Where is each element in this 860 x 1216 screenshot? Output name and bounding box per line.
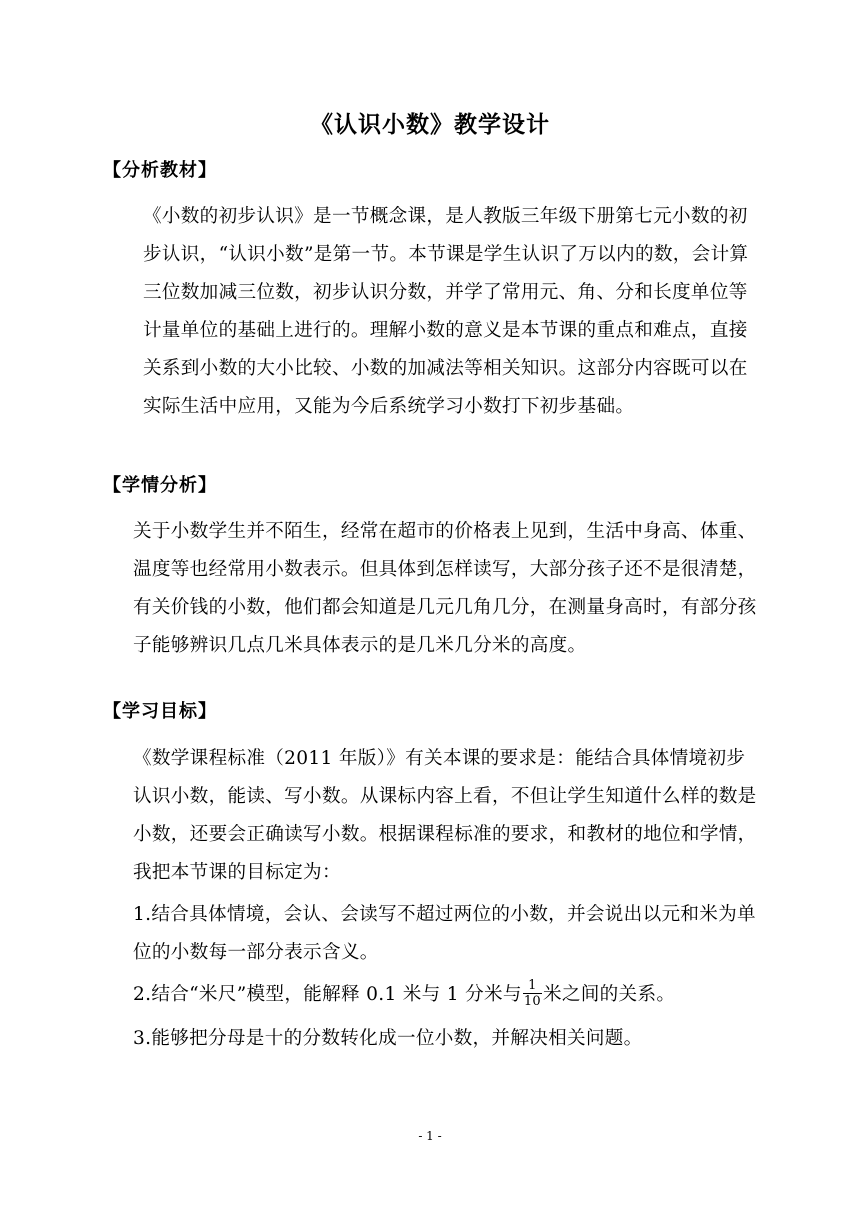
page-number: - 1 - (418, 1129, 442, 1143)
paragraph-goals-intro: 《数学课程标准（2011 年版）》有关本课的要求是：能结合具体情境初步认识小数，能读、写小数。从课标内容上看，不但让学生知道什么样的数是小数，还要会正确读写小数。根据课程标准的要求，和教材的地位和学情，我把本节课的目标定为： (133, 748, 757, 883)
section-body-goals (103, 740, 763, 1058)
section-heading-analysis: 【分析教材】 (103, 160, 217, 181)
fraction-one-tenth (523, 978, 542, 1009)
paragraph-learner: 关于小数学生并不陌生，经常在超市的价格表上见到，生活中身高、体重、温度等也经常用小数表示。但具体到怎样读写，大部分孩子还不是很清楚，有关价钱的小数，他们都会知道是几元几角几分，在测量身高时，有部分孩子能够辨识几点几米具体表示的是几米几分米的高度。 (133, 521, 757, 656)
goal-item-3: 3.能够把分母是十的分数转化成一位小数，并解决相关问题。 (133, 1028, 643, 1049)
goal-item-2 (103, 976, 763, 1014)
fraction-numerator: 1 (523, 978, 542, 994)
goal-item-2-text-after: 米之间的关系。 (542, 984, 676, 1005)
fraction-denominator: 10 (523, 993, 541, 1009)
section-body-learner (103, 513, 763, 665)
document-title: 《认识小数》教学设计 (310, 112, 550, 138)
section-heading-learner: 【学情分析】 (103, 475, 217, 496)
section-heading-goals: 【学习目标】 (103, 701, 217, 722)
goal-item-2-text-before: 2.结合“米尺”模型，能解释 0.1 米与 1 分米与 (133, 984, 522, 1005)
section-body-analysis (103, 198, 763, 426)
goal-item-1: 1.结合具体情境，会认、会读写不超过两位的小数，并会说出以元和米为单位的小数每一部分表示含义。 (133, 904, 756, 963)
paragraph-analysis: 《小数的初步认识》是一节概念课，是人教版三年级下册第七元小数的初步认识，“认识小数”是第一节。本节课是学生认识了万以内的数，会计算三位数加减三位数，初步认识分数，并学了常用元、角、分和长度单位等计量单位的基础上进行的。理解小数的意义是本节课的重点和难点，直接关系到小数的大小比较、小数的加减法等相关知识。这部分内容既可以在实际生活中应用，又能为今后系统学习小数打下初步基础。 (143, 206, 749, 417)
